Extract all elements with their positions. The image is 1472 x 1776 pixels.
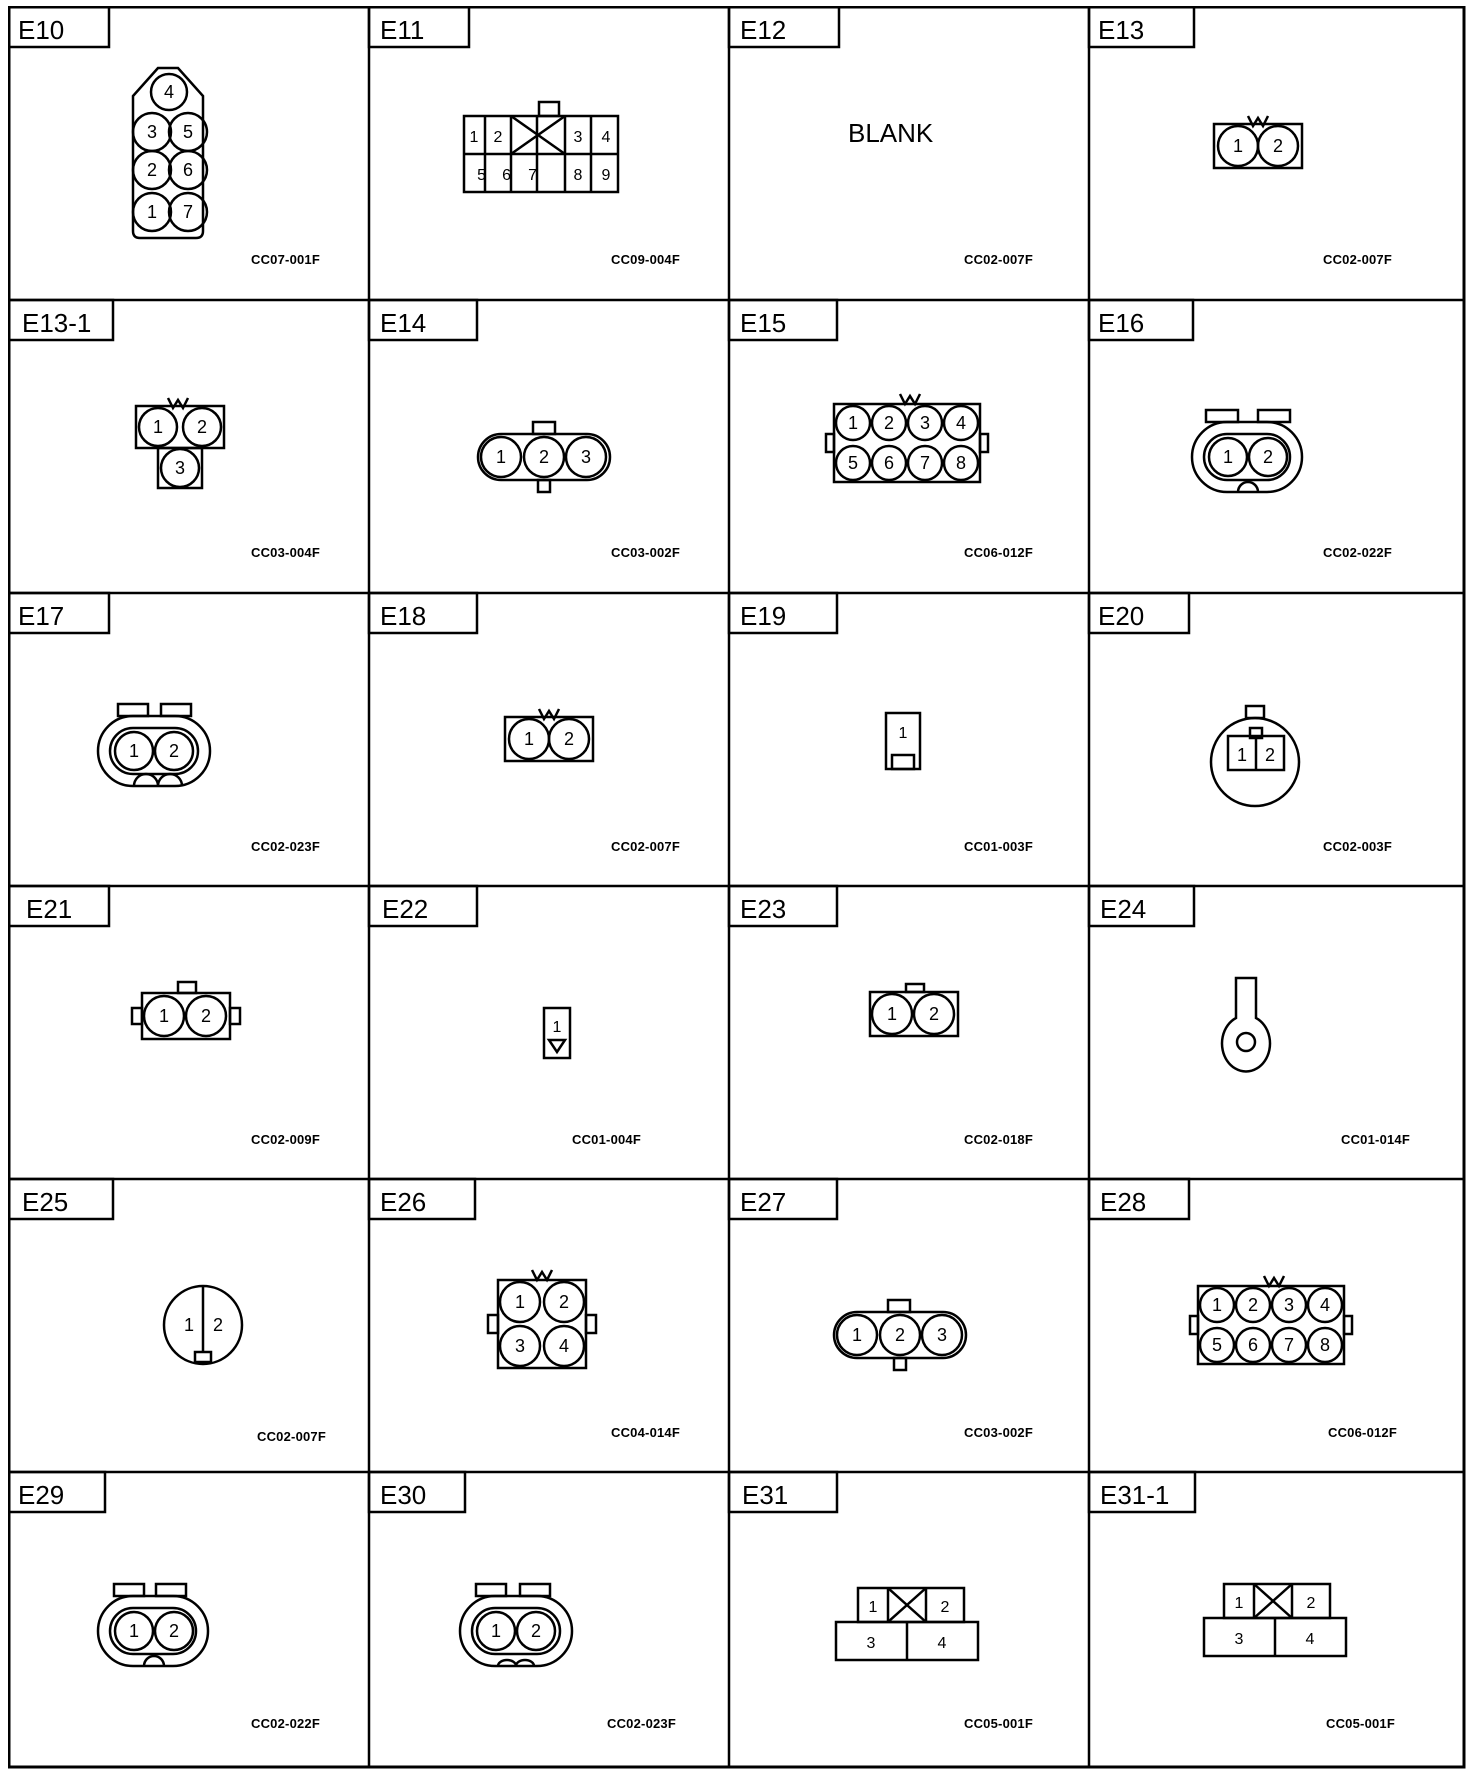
pin-label: 4 <box>601 129 611 146</box>
connector-e11 <box>369 7 680 267</box>
part-code: CC02-009F <box>251 1132 320 1147</box>
part-code: CC03-004F <box>251 545 320 560</box>
pin-label: 3 <box>514 1336 526 1356</box>
connector-label: E11 <box>380 15 425 45</box>
connector-e20 <box>1089 593 1392 854</box>
pin-label: 4 <box>1319 1295 1331 1315</box>
connector-label: E30 <box>380 1480 427 1510</box>
pin-label: 4 <box>937 1635 947 1652</box>
connector-label: E21 <box>26 894 73 924</box>
pin-label: 2 <box>1262 447 1274 467</box>
part-code: CC02-022F <box>251 1716 320 1731</box>
connector-label: E12 <box>740 15 787 45</box>
pin-label: 1 <box>552 1019 562 1036</box>
connector-label: E28 <box>1100 1187 1147 1217</box>
pin-label: 5 <box>182 122 194 142</box>
connector-label: E25 <box>22 1187 69 1217</box>
part-code: CC07-001F <box>251 252 320 267</box>
pin-label: 4 <box>1305 1631 1315 1648</box>
pin-label: 2 <box>530 1621 542 1641</box>
pin-label: 1 <box>469 129 479 146</box>
pin-label: 3 <box>919 413 931 433</box>
pin-label: 2 <box>493 129 503 146</box>
part-code: CC04-014F <box>611 1425 680 1440</box>
pin-label: 1 <box>523 729 535 749</box>
pin-label: 3 <box>573 129 583 146</box>
pin-label: 6 <box>502 167 511 184</box>
pin-label: 7 <box>182 202 194 222</box>
connector-e15 <box>729 300 1033 560</box>
part-code: CC06-012F <box>964 545 1033 560</box>
part-code: CC02-007F <box>611 839 680 854</box>
connector-e13-1 <box>9 300 320 560</box>
pin-label: 2 <box>1306 1595 1316 1612</box>
pin-label: 2 <box>168 741 180 761</box>
pin-label: 5 <box>847 453 859 473</box>
connector-e24 <box>1089 886 1410 1147</box>
pin-label: 3 <box>866 1635 876 1652</box>
pin-label: 1 <box>1222 447 1234 467</box>
connector-e29 <box>9 1472 320 1731</box>
pin-label: 2 <box>928 1004 940 1024</box>
pin-label: 2 <box>168 1621 180 1641</box>
part-code: CC02-007F <box>1323 252 1392 267</box>
pin-label: 7 <box>1283 1335 1295 1355</box>
connector-label: E23 <box>740 894 787 924</box>
connector-e21 <box>9 886 320 1147</box>
part-code: CC09-004F <box>611 252 680 267</box>
connector-label: E20 <box>1098 601 1145 631</box>
connector-e19 <box>729 593 1033 854</box>
pin-label: 1 <box>847 413 859 433</box>
pin-label: 2 <box>196 417 208 437</box>
connector-e26 <box>369 1179 680 1440</box>
pin-label: 1 <box>490 1621 502 1641</box>
connector-label: E31 <box>742 1480 789 1510</box>
connector-label: E16 <box>1098 308 1145 338</box>
part-code: CC02-007F <box>964 252 1033 267</box>
pin-label: 1 <box>146 202 158 222</box>
pin-label: 2 <box>1272 136 1284 156</box>
connector-e31 <box>729 1472 1033 1731</box>
connector-label: E19 <box>740 601 787 631</box>
part-code: CC02-018F <box>964 1132 1033 1147</box>
connector-label: E29 <box>18 1480 65 1510</box>
pin-label: 6 <box>1247 1335 1259 1355</box>
part-code: CC05-001F <box>1326 1716 1395 1731</box>
part-code: CC03-002F <box>964 1425 1033 1440</box>
connector-e17 <box>9 593 320 854</box>
part-code: CC02-022F <box>1323 545 1392 560</box>
pin-label: 3 <box>146 122 158 142</box>
pin-label: 2 <box>940 1599 950 1616</box>
pin-label: 7 <box>919 453 931 473</box>
pin-label: 9 <box>601 167 611 184</box>
connector-label: E27 <box>740 1187 787 1217</box>
blank-note: BLANK <box>848 118 934 148</box>
connector-e25 <box>9 1179 326 1444</box>
connector-e18 <box>369 593 680 854</box>
pin-label: 6 <box>883 453 895 473</box>
pin-label: 8 <box>573 167 583 184</box>
pin-label: 4 <box>558 1336 570 1356</box>
pin-label: 8 <box>1319 1335 1331 1355</box>
connector-label: E22 <box>382 894 429 924</box>
connector-label: E14 <box>380 308 427 338</box>
connector-e30 <box>369 1472 676 1731</box>
pin-label: 1 <box>128 1621 140 1641</box>
connector-e23 <box>729 886 1033 1147</box>
pin-label: 2 <box>538 447 550 467</box>
pin-label: 3 <box>1234 1631 1244 1648</box>
connector-label: E24 <box>1100 894 1147 924</box>
connector-label: E31-1 <box>1100 1480 1170 1510</box>
connector-e12 <box>729 7 1033 267</box>
connector-e10 <box>9 7 320 267</box>
pin-label: 1 <box>183 1315 195 1335</box>
pin-label: 1 <box>1234 1595 1244 1612</box>
connector-label: E15 <box>740 308 787 338</box>
connector-e28 <box>1089 1179 1397 1440</box>
connector-label: E13-1 <box>22 308 92 338</box>
part-code: CC01-004F <box>572 1132 641 1147</box>
pin-label: 5 <box>477 167 486 184</box>
pin-label: 2 <box>212 1315 224 1335</box>
pin-label: 1 <box>152 417 164 437</box>
pin-label: 1 <box>1211 1295 1223 1315</box>
pin-label: 2 <box>558 1292 570 1312</box>
pin-label: 1 <box>868 1599 878 1616</box>
pin-label: 2 <box>1247 1295 1259 1315</box>
part-code: CC06-012F <box>1328 1425 1397 1440</box>
part-code: CC02-023F <box>607 1716 676 1731</box>
connector-label: E26 <box>380 1187 427 1217</box>
pin-label: 3 <box>936 1325 948 1345</box>
part-code: CC02-023F <box>251 839 320 854</box>
connector-e14 <box>369 300 680 560</box>
pin-label: 3 <box>580 447 592 467</box>
part-code: CC01-014F <box>1341 1132 1410 1147</box>
connector-label: E10 <box>18 15 65 45</box>
part-code: CC02-003F <box>1323 839 1392 854</box>
pin-label: 1 <box>886 1004 898 1024</box>
connector-label: E13 <box>1098 15 1145 45</box>
pin-label: 7 <box>528 167 537 184</box>
pin-label: 2 <box>200 1006 212 1026</box>
pin-label: 1 <box>1236 745 1248 765</box>
pin-label: 1 <box>128 741 140 761</box>
pin-label: 6 <box>182 160 194 180</box>
pin-label: 2 <box>894 1325 906 1345</box>
connector-e31-1 <box>1089 1472 1395 1731</box>
part-code: CC02-007F <box>257 1429 326 1444</box>
part-code: CC03-002F <box>611 545 680 560</box>
connector-label: E18 <box>380 601 427 631</box>
connector-e27 <box>729 1179 1033 1440</box>
pin-label: 2 <box>1264 745 1276 765</box>
pin-label: 5 <box>1211 1335 1223 1355</box>
pin-label: 2 <box>146 160 158 180</box>
pin-label: 3 <box>174 458 186 478</box>
pin-label: 1 <box>851 1325 863 1345</box>
pin-label: 1 <box>898 725 908 742</box>
pin-label: 1 <box>158 1006 170 1026</box>
pin-label: 4 <box>955 413 967 433</box>
connector-diagram <box>8 6 1466 1770</box>
connector-e22 <box>369 886 641 1147</box>
part-code: CC01-003F <box>964 839 1033 854</box>
connector-e16 <box>1089 300 1392 560</box>
pin-label: 8 <box>955 453 967 473</box>
connector-e13 <box>1089 7 1392 267</box>
pin-label: 2 <box>563 729 575 749</box>
pin-label: 1 <box>495 447 507 467</box>
pin-label: 3 <box>1283 1295 1295 1315</box>
pin-label: 2 <box>883 413 895 433</box>
connector-grid <box>8 6 1466 1770</box>
part-code: CC05-001F <box>964 1716 1033 1731</box>
pin-label: 4 <box>163 82 175 102</box>
pin-label: 1 <box>514 1292 526 1312</box>
pin-label: 1 <box>1232 136 1244 156</box>
connector-label: E17 <box>18 601 65 631</box>
